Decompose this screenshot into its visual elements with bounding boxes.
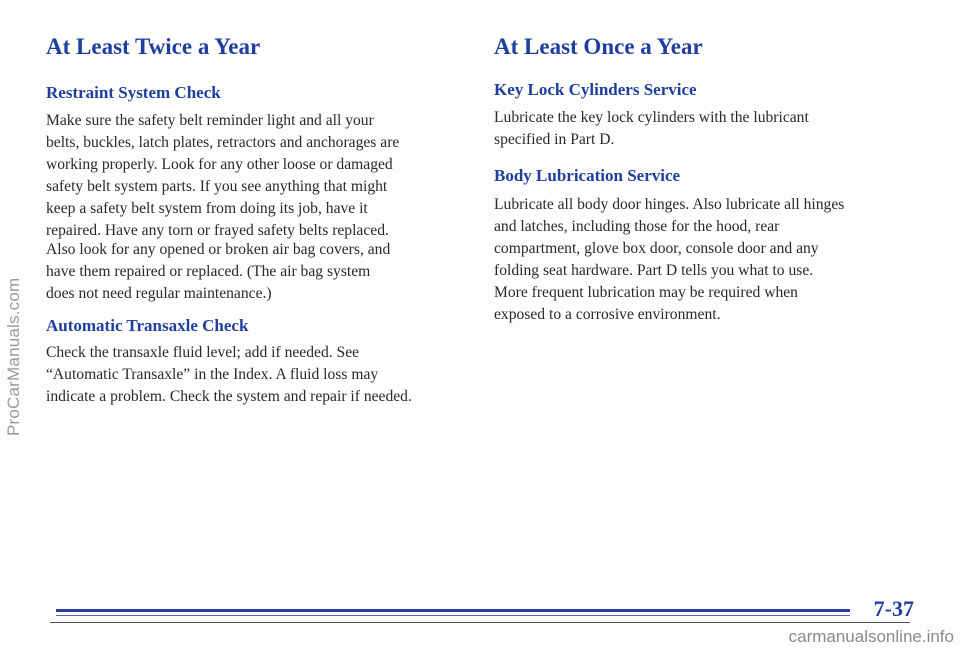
text-line: safety belt system parts. If you see anything that might <box>46 178 388 195</box>
text-line: “Automatic Transaxle” in the Index. A fluid loss may <box>46 366 379 383</box>
text-line: More frequent lubrication may be required when <box>494 284 798 301</box>
text-line: indicate a problem. Check the system and repair if needed. <box>46 388 412 405</box>
footer-rule-thick <box>56 609 850 612</box>
text-line: Lubricate all body door hinges. Also lubricate all hinges <box>494 196 845 213</box>
text-line: Check the transaxle fluid level; add if needed. See <box>46 344 360 361</box>
subheading-automatic-transaxle-check: Automatic Transaxle Check <box>46 316 249 335</box>
footer-watermark: carmanualsonline.info <box>788 627 954 646</box>
text-line: keep a safety belt system from doing its job, have it <box>46 200 368 217</box>
text-line: Lubricate the key lock cylinders with the lubricant <box>494 109 809 126</box>
text-line: working properly. Look for any other loose or damaged <box>46 156 393 173</box>
text-line: and latches, including those for the hood, rear <box>494 218 780 235</box>
text-line: repaired. Have any torn or frayed safety belts replaced. <box>46 222 389 239</box>
paragraph-body-lubrication <box>494 194 844 326</box>
footer-rule-bottom <box>50 622 910 623</box>
footer-rule-thin <box>56 615 850 616</box>
text-line: specified in Part D. <box>494 131 615 148</box>
section-heading-twice-a-year: At Least Twice a Year <box>46 34 261 59</box>
subheading-restraint-system-check: Restraint System Check <box>46 83 221 102</box>
text-line: compartment, glove box door, console door and any <box>494 240 819 257</box>
paragraph-key-lock <box>494 107 809 151</box>
text-line: have them repaired or replaced. (The air bag system <box>46 263 371 280</box>
text-line: exposed to a corrosive environment. <box>494 306 721 323</box>
subheading-body-lubrication: Body Lubrication Service <box>494 166 681 185</box>
text-line: does not need regular maintenance.) <box>46 285 272 302</box>
text-line: Also look for any opened or broken air bag covers, and <box>46 241 391 258</box>
text-line: Make sure the safety belt reminder light and all your <box>46 112 374 129</box>
text-line: folding seat hardware. Part D tells you what to use. <box>494 262 814 279</box>
paragraph-restraint-check <box>46 110 399 242</box>
page-number: 7-37 <box>873 596 914 621</box>
paragraph-transaxle-check <box>46 342 412 408</box>
subheading-key-lock-cylinders: Key Lock Cylinders Service <box>494 80 697 99</box>
side-watermark: ProCarManuals.com <box>4 277 23 436</box>
paragraph-air-bag <box>46 239 390 305</box>
section-heading-once-a-year: At Least Once a Year <box>494 34 703 59</box>
text-line: belts, buckles, latch plates, retractors and anchorages are <box>46 134 400 151</box>
